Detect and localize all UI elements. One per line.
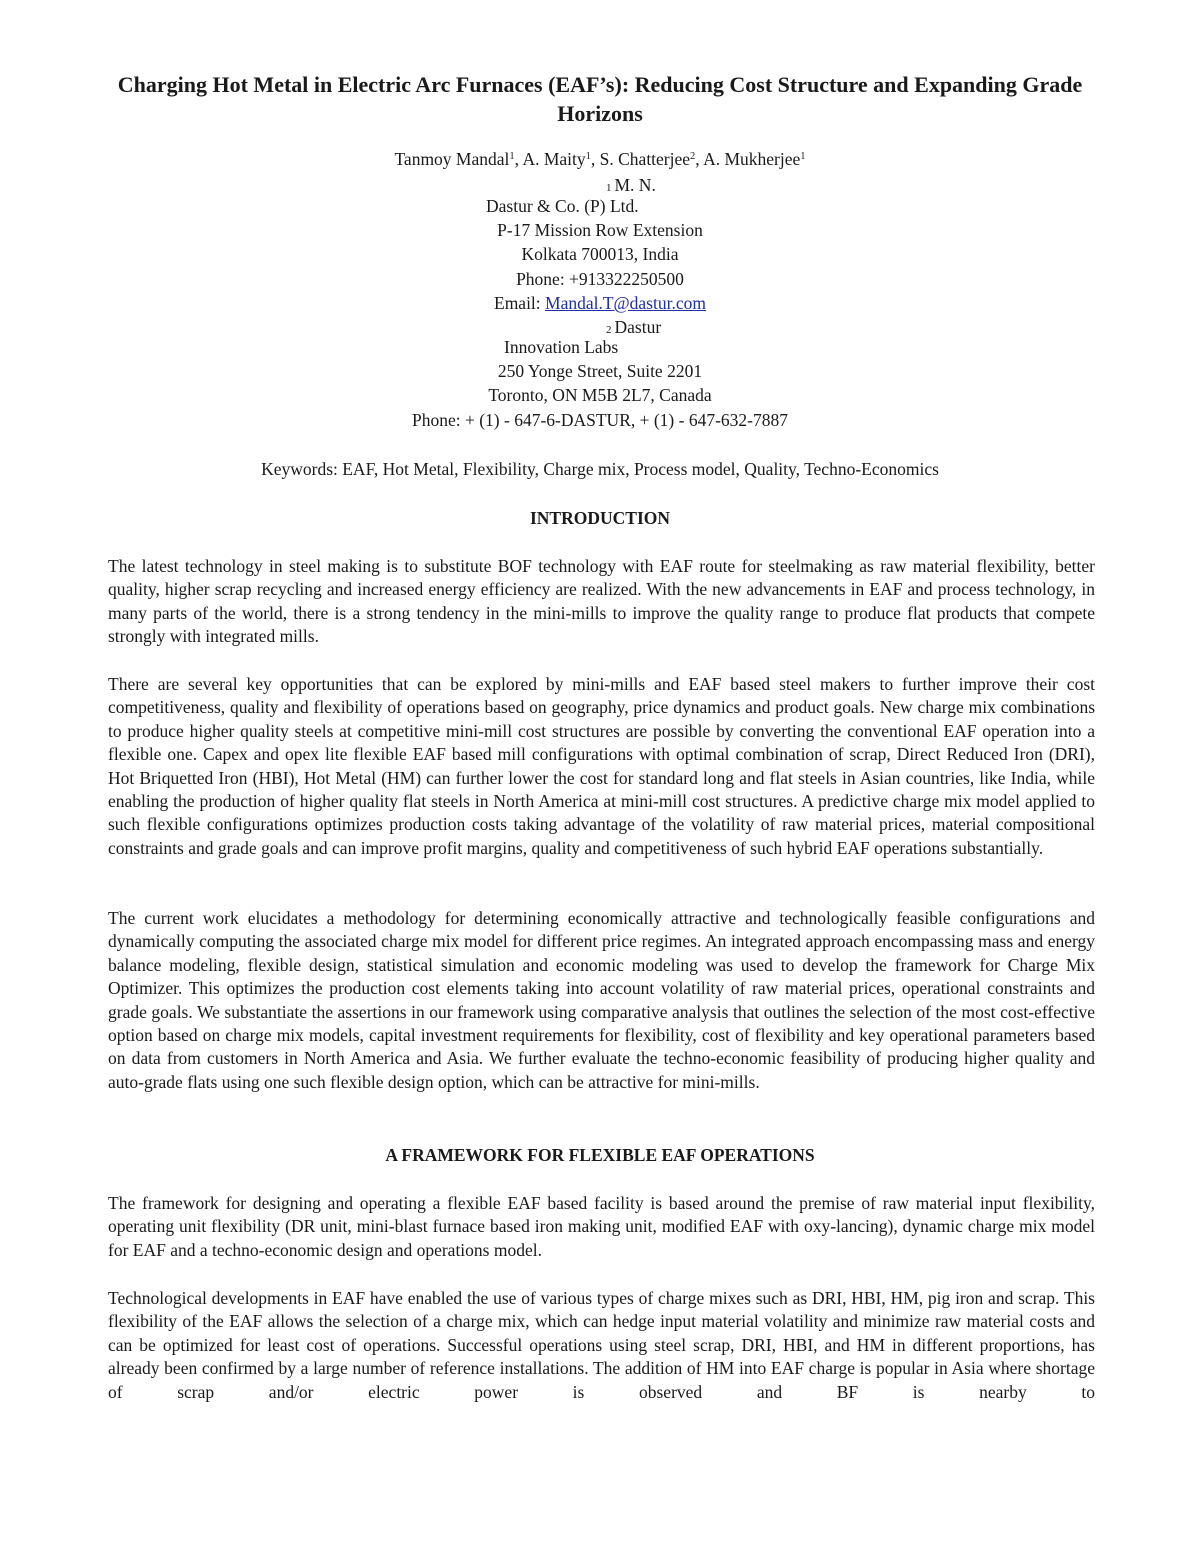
author-separator: , — [695, 149, 704, 169]
keywords: Keywords: EAF, Hot Metal, Flexibility, Charge mix, Process model, Quality, Techno-Economics — [261, 459, 939, 479]
section-heading-framework: A FRAMEWORK FOR FLEXIBLE EAF OPERATIONS — [385, 1145, 815, 1165]
author-affiliation-mark: 1 — [800, 151, 806, 162]
author-name: A. Mukherjee — [703, 149, 801, 169]
paragraph: The current work elucidates a methodology for determining economically attractive and technologically feasible configurations and dynamically computing the associated charge mix model for different price regimes. An integrated approach encompassing mass and energy balance modeling, flexible design, statistical simulation and economic modeling was used to develop the framework for Charge Mix Optimizer. This optimizes the production cost elements taking into account volatility of raw material prices, operational constraints and grade goals. We substantiate the assertions in our framework using comparative analysis that outlines the selection of the most cost-effective option based on charge mix models, capital investment requirements for flexibility, cost of flexibility and key operational parameters based on data from customers in North America and Asia. We further evaluate the techno-economic feasibility of producing higher quality and auto-grade flats using one such flexible design option, which can be attractive for mini-mills. — [108, 908, 1095, 1092]
author-name: S. Chatterjee — [599, 149, 691, 169]
author-affiliation-mark: 2 — [690, 151, 696, 162]
affiliation-number: 2 — [606, 324, 612, 336]
affiliation-line: Dastur — [614, 317, 662, 337]
affiliation-1-email-line — [0, 291, 1200, 315]
affiliation-2-org: Innovation Labs — [504, 337, 619, 357]
paper-title: Charging Hot Metal in Electric Arc Furnaces (EAF’s): Reducing Cost Structure and Expanding Grade Horizons — [117, 72, 1083, 126]
paragraph: There are several key opportunities that can be explored by mini-mills and EAF based steel makers to further improve their cost competitiveness, quality and flexibility of operations based on geography, price dynamics and product goals. New charge mix combinations to produce higher quality steels at competitive mini-mill cost structures are possible by converting the conventional EAF operation into a flexible one. Capex and opex lite flexible EAF based mill configurations with optimal combination of scrap, Direct Reduced Iron (DRI), Hot Briquetted Iron (HBI), Hot Metal (HM) can further lower the cost for standard long and flat steels in Asian countries, like India, while enabling the production of higher quality flat steels in North America at mini-mill cost structures. A predictive charge mix model applied to such flexible configurations optimizes production costs taking advantage of the volatility of raw material prices, material compositional constraints and grade goals and can improve profit margins, quality and competitiveness of such hybrid EAF operations substantially. — [108, 674, 1095, 858]
affiliation-1-city: Kolkata 700013, India — [521, 244, 679, 264]
email-link[interactable]: Mandal.T@dastur.com — [545, 293, 706, 313]
affiliation-2-phone: Phone: + (1) - 647-6-DASTUR, + (1) - 647-632-7887 — [411, 410, 788, 430]
author-affiliation-mark: 1 — [509, 151, 515, 162]
author-separator: , — [590, 149, 600, 169]
affiliation-2-city: Toronto, ON M5B 2L7, Canada — [488, 385, 712, 405]
affiliation-1-address: P-17 Mission Row Extension — [497, 220, 703, 240]
affiliation-line: M. N. — [614, 175, 656, 195]
affiliation-1-phone: Phone: +913322250500 — [516, 269, 684, 289]
paragraph: Technological developments in EAF have enabled the use of various types of charge mixes such as DRI, HBI, HM, pig iron and scrap. This flexibility of the EAF allows the selection of a charge mix, which can hedge input material volatility and minimize raw material costs and can be optimized for least cost of operations. Successful operations using steel scrap, DRI, HBI, and HM in different proportions, has already been confirmed by a large number of reference installations. The addition of HM into EAF charge is popular in Asia where shortage of scrap and/or electric power is observed and BF is nearby to — [108, 1288, 1095, 1402]
affiliation-2-address: 250 Yonge Street, Suite 2201 — [497, 361, 703, 381]
affiliation-number: 1 — [606, 182, 612, 194]
section-heading-introduction: INTRODUCTION — [529, 508, 671, 528]
paragraph: The framework for designing and operating a flexible EAF based facility is based around the premise of raw material input flexibility, operating unit flexibility (DR unit, mini-blast furnace based iron making unit, modified EAF with oxy-lancing), dynamic charge mix model for EAF and a techno-economic design and operations model. — [108, 1193, 1095, 1260]
author-affiliation-mark: 1 — [585, 151, 591, 162]
email-label: Email: — [494, 293, 546, 313]
author-separator: , — [514, 149, 523, 169]
paragraph: The latest technology in steel making is to substitute BOF technology with EAF route for steelmaking as raw material flexibility, better quality, higher scrap recycling and increased energy efficiency are realized. With the new advancements in EAF and process technology, in many parts of the world, there is a strong tendency in the mini-mills to improve the quality range to produce flat products that compete strongly with integrated mills. — [108, 556, 1095, 647]
author-name: A. Maity — [522, 149, 586, 169]
author-name: Tanmoy Mandal — [394, 149, 510, 169]
affiliation-1-org: Dastur & Co. (P) Ltd. — [486, 196, 639, 216]
author-list — [0, 147, 1200, 171]
